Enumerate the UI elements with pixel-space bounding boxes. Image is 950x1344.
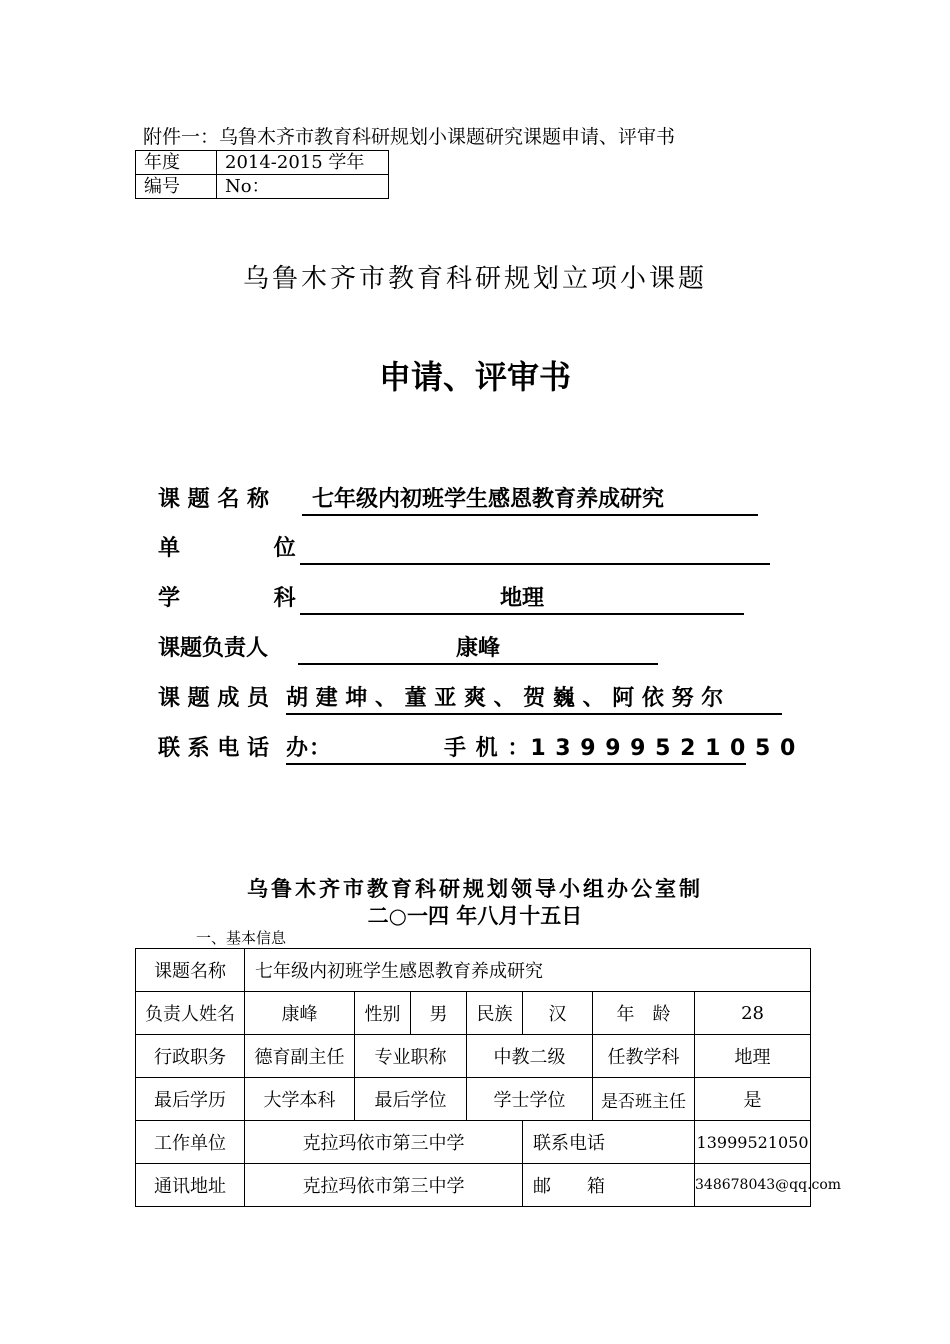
table-row [136,949,811,992]
number-label: 编号 [136,175,217,199]
topic-name-label: 课题名称 [136,949,245,992]
ethnic-value: 汉 [523,992,593,1035]
cover-leader-row [158,633,658,665]
year-value: 2014-2015 学年 [217,151,389,175]
topic-name-value: 七年级内初班学生感恩教育养成研究 [245,949,811,992]
leader-value: 康峰 [298,633,658,665]
document-title: 乌鲁木齐市教育科研规划立项小课题 [242,264,707,294]
subject-label: 学 科 [158,586,296,611]
head-teacher-label: 是否班主任 [593,1078,695,1121]
teach-subject-value: 地理 [695,1035,811,1078]
footer-date: 二○一四 年八月十五日 [367,904,583,928]
members-value: 胡 建 坤 、 董 亚 爽 、 贺 巍 、 阿 依 努 尔 [286,683,782,715]
section-title: 一、基本信息 [196,929,287,947]
gender-value: 男 [411,992,467,1035]
table-row [136,1164,811,1207]
leader-label: 课题负责人 [158,636,269,661]
footer-organization: 乌鲁木齐市教育科研规划领导小组办公室制 [247,877,703,901]
table-row [136,151,389,175]
work-unit-label: 工作单位 [136,1121,245,1164]
phone-label: 联 系 电 话 [158,736,269,761]
teach-subject-label: 任教学科 [593,1035,695,1078]
admin-post-label: 行政职务 [136,1035,245,1078]
leader-name-value: 康峰 [245,992,355,1035]
degree-value: 学士学位 [467,1078,593,1121]
unit-label: 单 位 [158,536,296,561]
attachment-title: 附件一：乌鲁木齐市教育科研规划小课题研究课题申请、评审书 [143,126,676,148]
meta-table [135,150,389,199]
cover-topic-row [158,484,758,516]
work-unit-value: 克拉玛依市第三中学 [245,1121,523,1164]
contact-phone-label: 联系电话 [523,1121,695,1164]
cover-unit-row [158,533,770,565]
table-row [136,1121,811,1164]
age-label: 年 龄 [593,992,695,1035]
table-row [136,992,811,1035]
cover-members-row [158,683,782,715]
address-value: 克拉玛依市第三中学 [245,1164,523,1207]
basic-info-table [135,948,842,1207]
year-label: 年度 [136,151,217,175]
topic-label: 课 题 名 称 [158,487,269,512]
ethnic-label: 民族 [467,992,523,1035]
table-row [136,1078,811,1121]
email-value: 348678043@qq.com [695,1164,811,1207]
cover-subject-row [158,583,744,615]
subject-value: 地理 [300,583,744,615]
phone-value: 办： 手 机 ：1 3 9 9 9 5 2 1 0 5 0 [286,733,746,765]
table-row [136,1035,811,1078]
topic-value: 七年级内初班学生感恩教育养成研究 [302,484,758,516]
cover-phone-row [158,733,797,765]
degree-label: 最后学位 [355,1078,467,1121]
contact-phone-value: 13999521050 [695,1121,811,1164]
email-label: 邮 箱 [523,1164,695,1207]
head-teacher-value: 是 [695,1078,811,1121]
number-value: No： [217,175,389,199]
leader-name-label: 负责人姓名 [136,992,245,1035]
gender-label: 性别 [355,992,411,1035]
unit-value [300,533,770,565]
title-value: 中教二级 [467,1035,593,1078]
education-value: 大学本科 [245,1078,355,1121]
members-label: 课 题 成 员 [158,686,269,711]
age-value: 28 [695,992,811,1035]
address-label: 通讯地址 [136,1164,245,1207]
title-label: 专业职称 [355,1035,467,1078]
admin-post-value: 德育副主任 [245,1035,355,1078]
table-row [136,175,389,199]
document-subtitle: 申请、评审书 [378,358,571,396]
education-label: 最后学历 [136,1078,245,1121]
